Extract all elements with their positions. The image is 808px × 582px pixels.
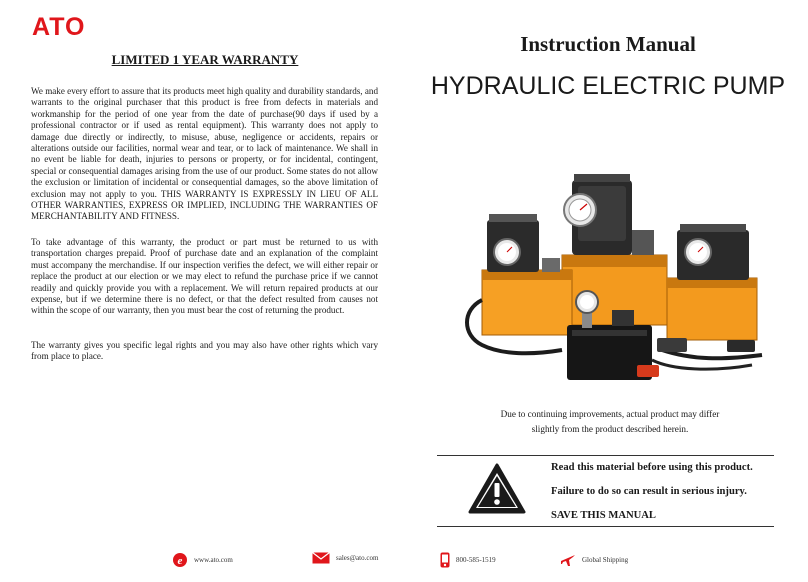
phone-text[interactable]: 800-585-1519 [456,556,496,564]
bottom-divider [437,526,774,527]
pump-right [667,224,757,340]
web-icon [172,552,188,568]
warranty-paragraph-2: To take advantage of this warranty, the product or part must be returned to us with transportation charges prepaid. Proof of purchase date and an explanation of the complaint must accompany the merchandise. If our inspection verifies the defect, we will either repair or replace the product at our election or we may elect to refund the purchase price if we cannot readily and quickly provide you with a replacement. We will return repaired products at our expense, but if we determine there is no defect, or that the defect resulted from causes not within the scope of our warranty, then you must bear the cost of returning the product. [31,237,378,316]
manual-title: Instruction Manual [520,32,696,56]
ato-logo: ATO [32,13,86,41]
product-title: HYDRAULIC ELECTRIC PUMP [430,72,786,100]
svg-text:e: e [177,555,183,567]
airplane-icon [560,552,576,568]
warning-line-1: Read this material before using this product. [551,462,753,473]
warranty-paragraph-1: We make every effort to assure that its products meet high quality and durability standards, and warrants to the original purchaser that this product is free from defects in materials and workmanship for the period of one year from the date of purchase(90 days if used by a professional contractor or if used as rental equipment). This warranty does not apply to damage due directly or indirectly, to misuse, abuse, negligence or accidents, repairs or alterations outside our facilities, normal wear and tear, or to lack of maintenance. We shall in no event be liable for death, injuries to persons or property, or for incidental, contingent, special or consequential damages arising from the use of our product. Some states do not allow the exclusion or limitation of incidental or consequential damages, so the above limitation of exclusion may not apply to you. THIS WARRANTY IS EXPRESSLY IN LIEU OF ALL OTHER WARRANTIES, EXPRESS OR IMPLIED, INCLUDING THE WARRANTIES OF MERCHANTABILITY AND FITNESS. [31,86,378,222]
warning-icon [468,463,526,515]
disclaimer-line-2: slightly from the product described herein. [531,424,689,434]
disclaimer [440,407,780,437]
warning-line-2: Failure to do so can result in serious injury. [551,486,747,497]
disclaimer-line-1: Due to continuing improvements, actual product may differ [500,409,720,419]
shipping-text: Global Shipping [582,556,629,564]
warranty-paragraph-3: The warranty gives you specific legal rights and you may also have other rights which vary from place to place. [31,340,378,362]
footer-website[interactable] [172,552,233,568]
website-text[interactable]: www.ato.com [194,556,233,564]
warning-line-3: SAVE THIS MANUAL [551,510,656,521]
footer-phone[interactable] [440,552,496,568]
phone-icon [440,552,450,568]
product-photo [462,160,782,385]
warranty-title: LIMITED 1 YEAR WARRANTY [111,52,299,67]
email-icon [312,552,330,564]
footer-email[interactable] [312,552,378,564]
footer-shipping [560,552,628,568]
email-text[interactable]: sales@ato.com [336,554,379,562]
pump-left [482,214,572,335]
top-divider [437,455,774,456]
